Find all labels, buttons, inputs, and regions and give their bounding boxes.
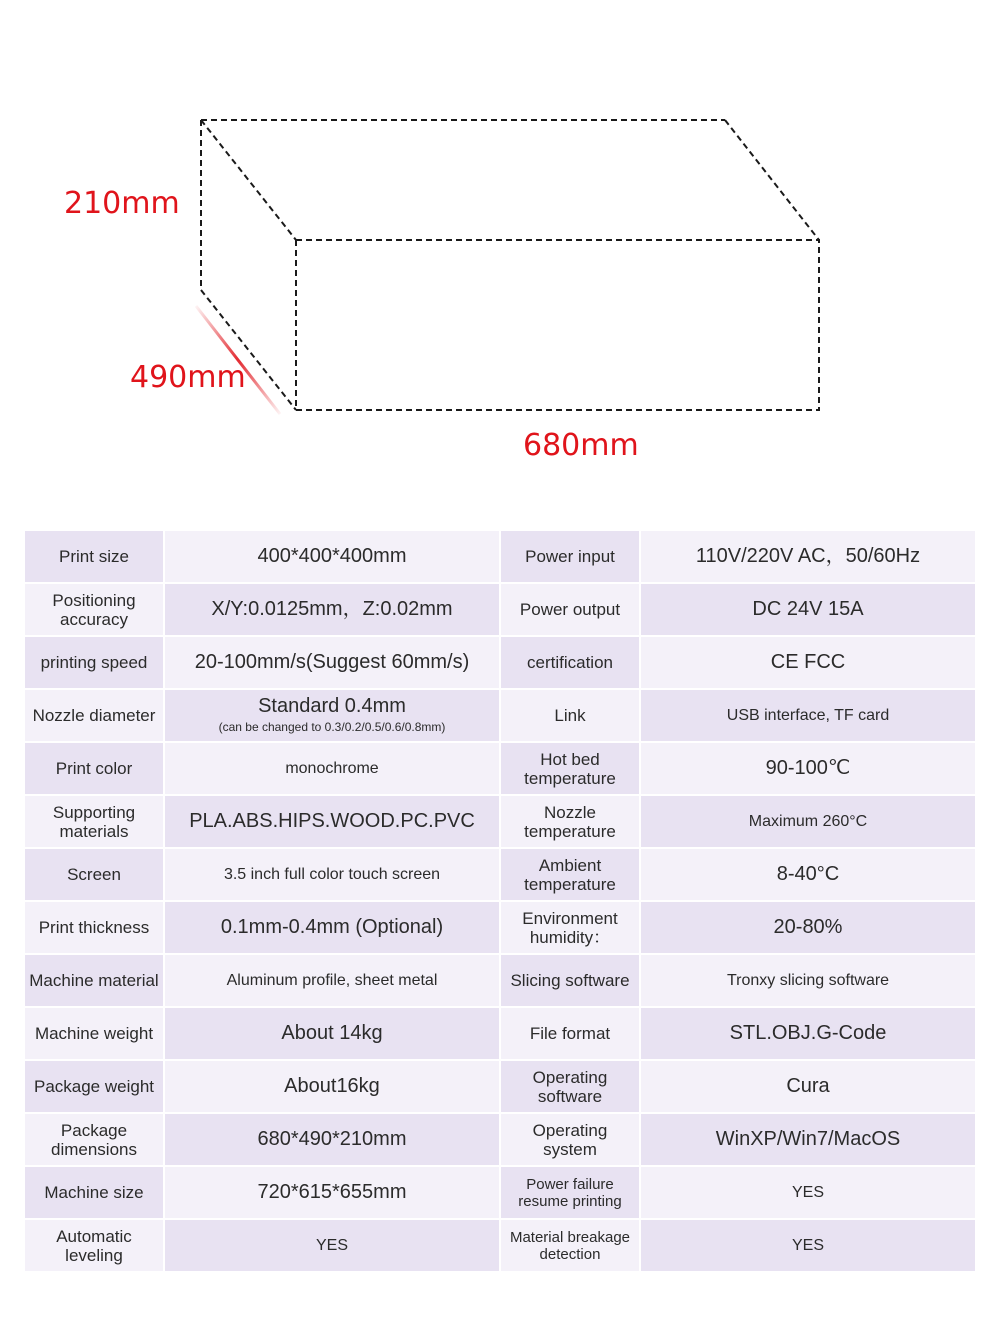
spec-label: Print thickness [25,902,163,953]
spec-label: Screen [25,849,163,900]
table-row [25,690,975,741]
table-row [25,1114,975,1165]
table-row [25,902,975,953]
spec-value: 0.1mm-0.4mm (Optional) [165,902,499,953]
spec-value: WinXP/Win7/MacOS [641,1114,975,1165]
spec-label: Environment humidity： [501,902,639,953]
spec-value: USB interface, TF card [641,690,975,741]
spec-value: Tronxy slicing software [641,955,975,1006]
table-row [25,584,975,635]
spec-label: Material breakage detection [501,1220,639,1271]
table-row [25,796,975,847]
table-row [25,637,975,688]
width-label: 680mm [523,428,639,463]
spec-value: CE FCC [641,637,975,688]
table-row [25,1008,975,1059]
spec-value: 680*490*210mm [165,1114,499,1165]
spec-label: Nozzle diameter [25,690,163,741]
spec-label: certification [501,637,639,688]
spec-value-main: Standard 0.4mm [258,695,406,717]
spec-value: YES [641,1167,975,1218]
spec-value: 8-40°C [641,849,975,900]
spec-label: Nozzle temperature [501,796,639,847]
table-row [25,743,975,794]
spec-label: File format [501,1008,639,1059]
table-row [25,1061,975,1112]
spec-label: Automatic leveling [25,1220,163,1271]
spec-value: PLA.ABS.HIPS.WOOD.PC.PVC [165,796,499,847]
spec-label: Print color [25,743,163,794]
spec-label: Machine size [25,1167,163,1218]
spec-label: Power input [501,531,639,582]
spec-value: 20-100mm/s(Suggest 60mm/s) [165,637,499,688]
spec-value: Maximum 260°C [641,796,975,847]
spec-value: 110V/220V AC，50/60Hz [641,531,975,582]
build-volume-diagram [0,0,1000,500]
spec-value: 400*400*400mm [165,531,499,582]
spec-value: X/Y:0.0125mm，Z:0.02mm [165,584,499,635]
spec-value: About 14kg [165,1008,499,1059]
spec-value: 3.5 inch full color touch screen [165,849,499,900]
spec-label: Power failure resume printing [501,1167,639,1218]
spec-label: Operating system [501,1114,639,1165]
spec-label: Power output [501,584,639,635]
table-row [25,955,975,1006]
spec-value: STL.OBJ.G-Code [641,1008,975,1059]
spec-value: YES [641,1220,975,1271]
table-row [25,531,975,582]
spec-label: Hot bed temperature [501,743,639,794]
spec-label: Print size [25,531,163,582]
spec-value: DC 24V 15A [641,584,975,635]
spec-value [165,690,499,741]
spec-label: Package dimensions [25,1114,163,1165]
spec-label: printing speed [25,637,163,688]
height-label: 210mm [64,186,180,221]
spec-label: Slicing software [501,955,639,1006]
spec-table [23,529,977,1273]
spec-value: 90-100℃ [641,743,975,794]
depth-label: 490mm [130,360,246,395]
spec-label: Supporting materials [25,796,163,847]
spec-value: About16kg [165,1061,499,1112]
spec-label: Link [501,690,639,741]
table-row [25,849,975,900]
table-row [25,1220,975,1271]
spec-value: monochrome [165,743,499,794]
table-row [25,1167,975,1218]
spec-value: Cura [641,1061,975,1112]
spec-label: Package weight [25,1061,163,1112]
spec-value: 20-80% [641,902,975,953]
spec-label: Positioning accuracy [25,584,163,635]
spec-value: YES [165,1220,499,1271]
spec-label: Ambient temperature [501,849,639,900]
spec-label: Machine weight [25,1008,163,1059]
spec-value: 720*615*655mm [165,1167,499,1218]
spec-value: Aluminum profile, sheet metal [165,955,499,1006]
box-outline [201,120,819,410]
spec-label: Operating software [501,1061,639,1112]
spec-value-note: (can be changed to 0.3/0.2/0.5/0.6/0.8mm) [218,720,446,734]
spec-label: Machine material [25,955,163,1006]
